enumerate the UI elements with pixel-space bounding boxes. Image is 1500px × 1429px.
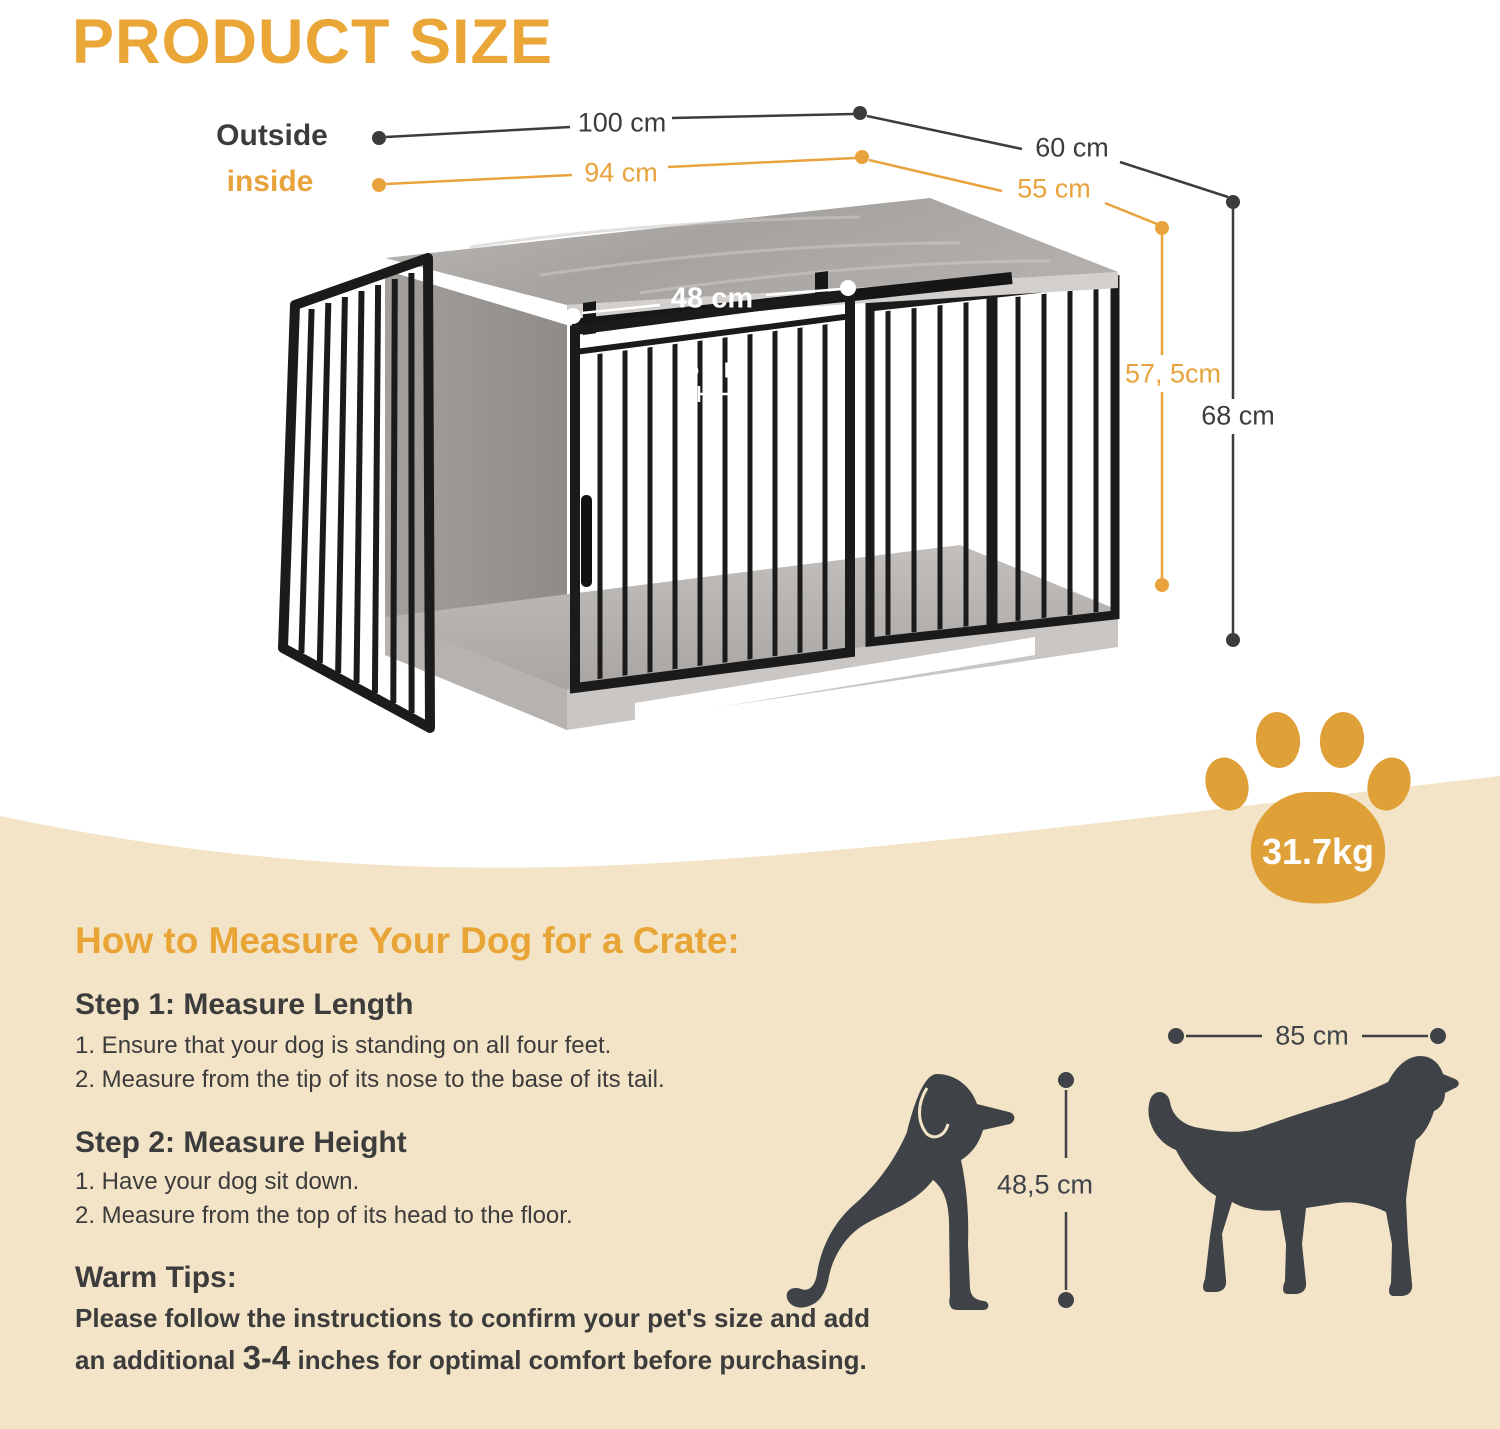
dim-inside-depth: 55 cm: [1017, 173, 1091, 204]
legend-inside: inside: [226, 165, 314, 198]
dim-inside-height: 57, 5cm: [1124, 358, 1222, 389]
warm-tips-line1: Please follow the instructions to confirm your pet's size and add: [75, 1303, 870, 1333]
guide-heading: How to Measure Your Dog for a Crate:: [75, 920, 740, 961]
paw-icon: [1190, 700, 1440, 910]
step2-item-1: 1. Have your dog sit down.: [75, 1168, 360, 1195]
door-handle: [581, 495, 592, 587]
step1-item-1: 1. Ensure that your dog is standing on all four feet.: [75, 1032, 612, 1059]
page-title: PRODUCT SIZE: [72, 7, 554, 77]
warm-tips-line2-suffix: inches for optimal comfort before purchasing.: [290, 1345, 867, 1375]
dim-outside-depth: 60 cm: [1035, 132, 1109, 163]
warm-tips-title: Warm Tips:: [75, 1261, 237, 1294]
dim-outside-height: 68 cm: [1201, 400, 1275, 431]
step1-item-2: 2. Measure from the tip of its nose to the base of its tail.: [75, 1066, 665, 1093]
dog-height-label: 48,5 cm: [996, 1169, 1094, 1200]
legend-outside: Outside: [216, 119, 328, 152]
warm-tips-line2-emphasis: 3-4: [242, 1339, 291, 1376]
warm-tips-line2-prefix: an additional: [75, 1345, 243, 1375]
weight-capacity-label: 31.7kg: [1261, 831, 1375, 872]
dim-inside-width: 94 cm: [584, 157, 658, 188]
dim-door-width: 48 cm: [670, 282, 754, 315]
dim-bar-spacing: 5 cm: [682, 352, 750, 385]
dim-outside-width: 100 cm: [577, 107, 667, 138]
step2-item-2: 2. Measure from the top of its head to the floor.: [75, 1202, 573, 1229]
warm-tips-line2: [75, 1339, 867, 1377]
step2-title: Step 2: Measure Height: [75, 1126, 407, 1159]
step1-title: Step 1: Measure Length: [75, 988, 414, 1021]
dog-length-label: 85 cm: [1275, 1020, 1349, 1051]
standing-dog-silhouette: [1140, 1048, 1480, 1318]
dog-crate-illustration: [260, 185, 1150, 755]
